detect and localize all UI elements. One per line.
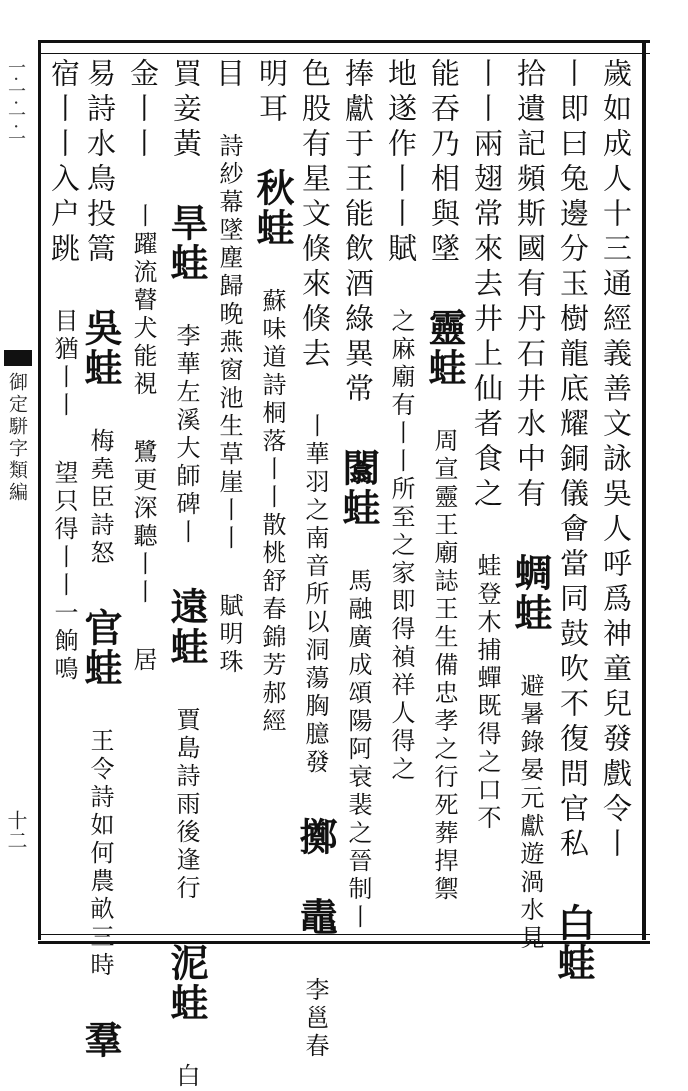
text-column-12 <box>123 58 163 930</box>
margin-book-title: 御定駢字類編 <box>6 372 28 504</box>
text-column-7 <box>336 58 381 932</box>
headword-ni-wa: 泥蛙 <box>164 943 209 1023</box>
note-text: 賈島詩雨後逢行 <box>172 707 200 903</box>
fish-tail-mark <box>4 350 32 366</box>
column-text: 拾遺記頻斯國有丹石井水中有 <box>513 58 547 513</box>
note-text: 李華左溪大師碑丨 <box>172 323 200 547</box>
note-text: 王令詩如何農畝三時 <box>86 728 114 980</box>
note-text: 望只得丨丨一餉鳴 <box>50 460 78 684</box>
column-text: 歲如成人十三通經義善文詠吳人呼爲神童兒發戲令丨 <box>599 58 633 863</box>
note-text: 梅堯臣詩怒 <box>86 428 114 568</box>
column-text: 能吞乃相與墜 <box>427 58 461 268</box>
column-text: 色股有星文倏來倏去 <box>298 58 332 373</box>
headword-bai-wa: 白蛙 <box>551 903 596 983</box>
note-text: 馬融廣成頌陽阿衰裴之晉制丨 <box>344 568 372 932</box>
column-text: 地遂作丨丨賦 <box>384 58 418 268</box>
note-text: 周宣靈王廟誌王生備忠孝之行死葬捍禦 <box>430 428 458 904</box>
note-text: 避暑錄晏元獻遊渦水見 <box>516 673 544 953</box>
column-text: 捧獻于王能飲酒綠異常 <box>341 58 375 408</box>
column-text: 目 <box>212 58 246 93</box>
margin-strip <box>0 50 34 930</box>
text-column-13 <box>78 58 123 1060</box>
text-column-5 <box>422 58 467 930</box>
column-text: 丨丨兩翅常來去井上仙者食之 <box>470 58 504 513</box>
note-text: 白 <box>172 1063 200 1091</box>
text-column-4 <box>467 58 507 930</box>
text-column-8 <box>293 58 338 1061</box>
note-text: 蘇味道詩桐落丨丨散桃舒春錦芳郝經 <box>258 288 286 736</box>
column-text: 宿丨丨入户跳 <box>47 58 81 268</box>
column-text: 買妾黃 <box>169 58 203 163</box>
column-text: 丨即曰兔邊分玉樹龍底耀銅儀會當同鼓吹不復問官私 <box>556 58 590 863</box>
headword-qun: 羣 <box>78 1020 123 1060</box>
margin-page-number: 十二 <box>4 810 28 850</box>
text-column-10 <box>209 58 249 930</box>
text-column-14 <box>44 58 84 930</box>
note-text: 丨躍流瞽犬能視 <box>129 203 157 399</box>
note-text: 丨華羽之南音所以洞蕩胸臆發 <box>301 413 329 777</box>
column-text: 易詩水鳥投篙 <box>83 58 117 268</box>
frame-right-border <box>642 40 646 940</box>
headword-yuan-wa: 遠蛙 <box>164 587 209 667</box>
frame-top-border <box>38 40 650 54</box>
column-text: 金丨丨 <box>126 58 160 163</box>
headword-tiao-wa: 蜩蛙 <box>508 553 553 633</box>
note-text: 賦明珠 <box>215 593 243 677</box>
text-column-11 <box>164 58 209 1091</box>
headword-wu-wa: 吳蛙 <box>78 308 123 388</box>
text-column-6 <box>381 58 421 930</box>
note-text: 居 <box>129 647 157 675</box>
text-column-1 <box>596 58 636 930</box>
note-text: 目猶丨丨 <box>50 308 78 420</box>
headword-tai-wa: 闟蛙 <box>336 448 381 528</box>
note-text: 詩紗幕墜塵歸晚燕窗池生草崖丨丨 <box>215 133 243 553</box>
text-column-2 <box>551 58 596 983</box>
headword-zhi-wa: 鼃 <box>293 897 338 937</box>
note-text: 蛙登木捕蟬既得之口不 <box>473 553 501 833</box>
text-column-9 <box>250 58 295 930</box>
headword-guan-wa: 官蛙 <box>78 608 123 688</box>
headword-han-wa: 旱蛙 <box>164 203 209 283</box>
note-text: 之麻廟有丨丨所至之家即得禎祥人得之 <box>387 308 415 784</box>
headword-ling-wa: 靈蛙 <box>422 308 467 388</box>
note-text: 李邕春 <box>301 977 329 1061</box>
note-text: 鷺更深聽丨丨 <box>129 439 157 607</box>
headword-qiu-wa: 秋蛙 <box>250 168 295 248</box>
frame-left-rule <box>38 40 41 940</box>
headword-zhi-wa-prefix: 擲 <box>293 817 338 857</box>
text-column-3 <box>508 58 553 953</box>
column-text: 明耳 <box>255 58 289 128</box>
margin-marks: 一·一·一·一 <box>5 58 26 148</box>
